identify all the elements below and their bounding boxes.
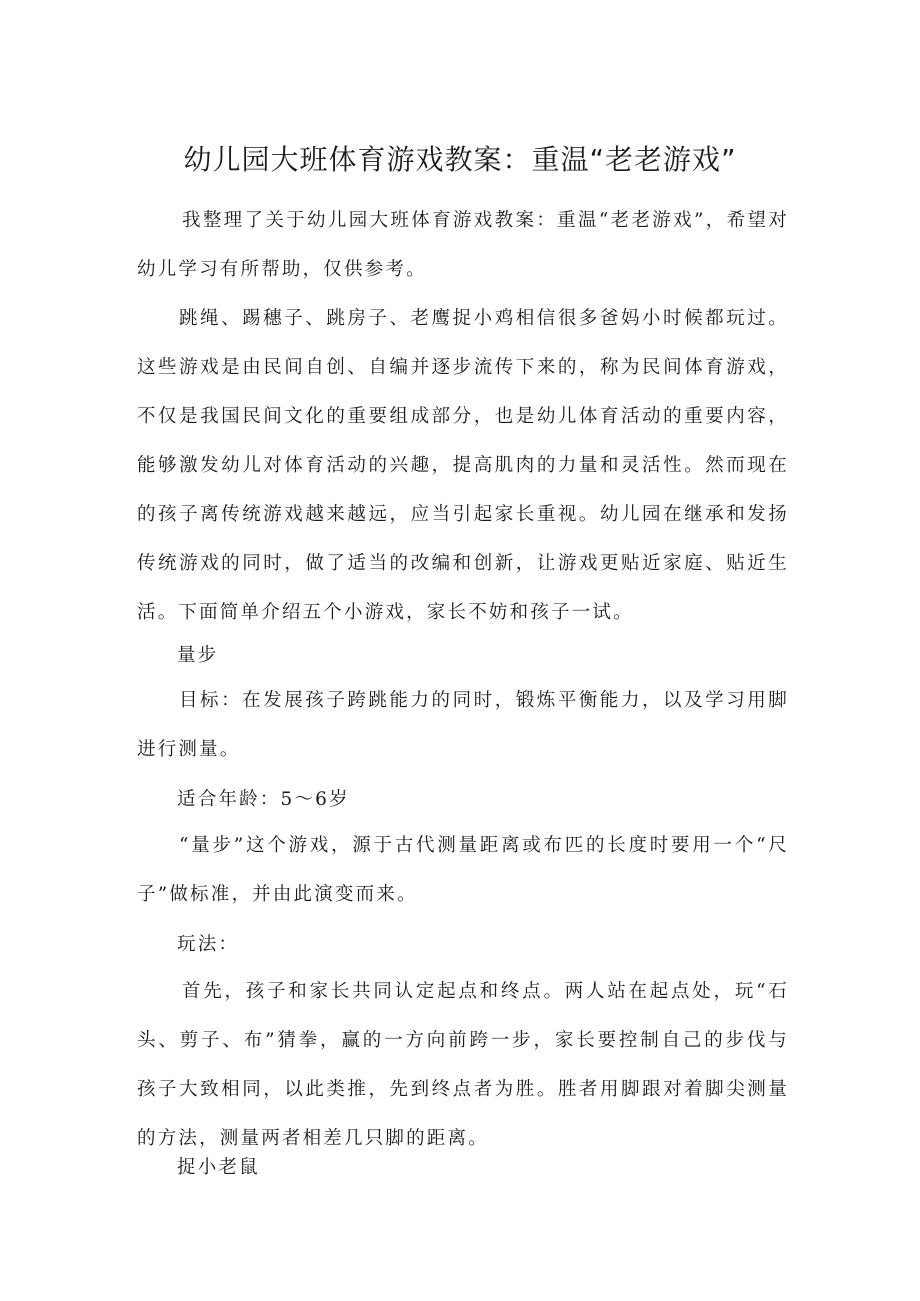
game-1-play-text: 首先，孩子和家长共同认定起点和终点。两人站在起点处，玩“石头、剪子、布”猜拳，赢的一方向前跨一步，家长要控制自己的步伐与孩子大致相同，以此类推，先到终点者为胜。胜者用脚跟对着脚尖测量的方法，测量两者相差几只脚的距离。 xyxy=(137,981,789,1149)
game-1-goal: 目标：在发展孩子跨跳能力的同时，锻炼平衡能力，以及学习用脚进行测量。 xyxy=(137,690,789,760)
game-1-origin: “量步”这个游戏，源于古代测量距离或布匹的长度时要用一个“尺子”做标准，并由此演变而来。 xyxy=(137,835,789,905)
game-1-age: 适合年龄：5～6岁 xyxy=(177,789,350,810)
background-paragraph: 跳绳、踢穗子、跳房子、老鹰捉小鸡相信很多爸妈小时候都玩过。这些游戏是由民间自创、自编并逐步流传下来的，称为民间体育游戏，不仅是我国民间文化的重要组成部分，也是幼儿体育活动的重要内容，能够激发幼儿对体育活动的兴趣，提高肌肉的力量和灵活性。然而现在的孩子离传统游戏越来越远，应当引起家长重视。幼儿园在继承和发扬传统游戏的同时，做了适当的改编和创新，让游戏更贴近家庭、贴近生活。下面简单介绍五个小游戏，家长不妨和孩子一试。 xyxy=(137,308,789,623)
game-1-play-label: 玩法： xyxy=(177,934,240,955)
game-2-title: 捉小老鼠 xyxy=(177,1157,260,1178)
intro-paragraph: 我整理了关于幼儿园大班体育游戏教案：重温“老老游戏”，希望对幼儿学习有所帮助，仅供参考。 xyxy=(137,210,789,280)
document-title: 幼儿园大班体育游戏教案：重温“老老游戏” xyxy=(183,143,737,176)
game-1-title: 量步 xyxy=(177,645,219,666)
